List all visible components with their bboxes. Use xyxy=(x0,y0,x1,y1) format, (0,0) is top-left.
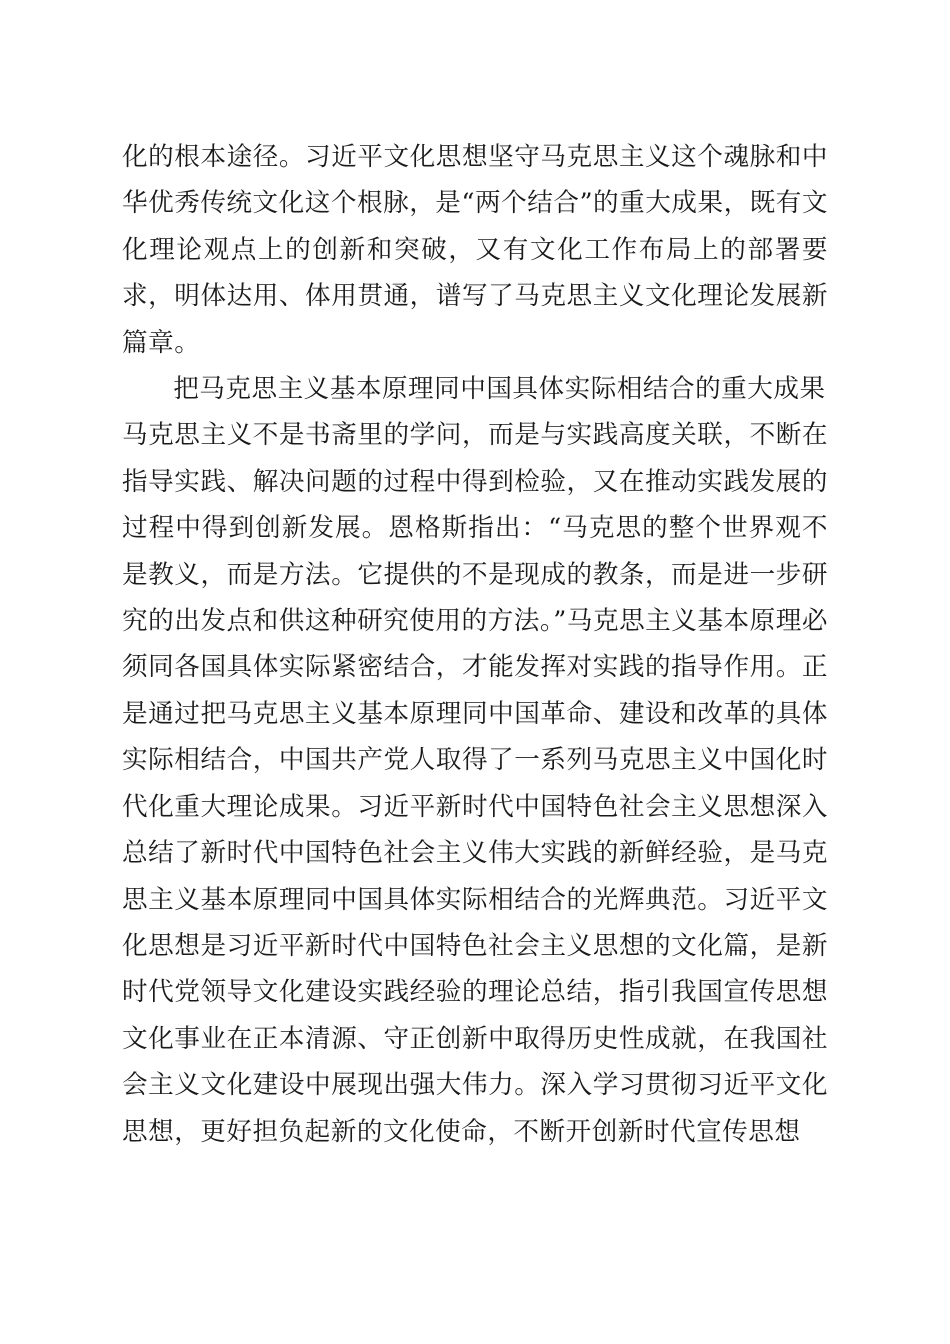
paragraph-continuation: 化的根本途径。习近平文化思想坚守马克思主义这个魂脉和中华优秀传统文化这个根脉，是“两个结合”的重大成果，既有文化理论观点上的创新和突破，又有文化工作布局上的部署要求，明体达用、体用贯通，谱写了马克思主义文化理论发展新篇章。 xyxy=(122,142,828,358)
document-body xyxy=(122,134,828,1155)
section-heading: 把马克思主义基本原理同中国具体实际相结合的重大成果 xyxy=(173,374,826,405)
body-paragraph: 马克思主义不是书斋里的学问，而是与实践高度关联，不断在指导实践、解决问题的过程中得到检验，又在推动实践发展的过程中得到创新发展。恩格斯指出：“马克思的整个世界观不是教义，而是方法。它提供的不是现成的教条，而是进一步研究的出发点和供这种研究使用的方法。”马克思主义基本原理必须同各国具体实际紧密结合，才能发挥对实践的指导作用。正是通过把马克思主义基本原理同中国革命、建设和改革的具体实际相结合，中国共产党人取得了一系列马克思主义中国化时代化重大理论成果。习近平新时代中国特色社会主义思想深入总结了新时代中国特色社会主义伟大实践的新鲜经验，是马克思主义基本原理同中国具体实际相结合的光辉典范。习近平文化思想是习近平新时代中国特色社会主义思想的文化篇，是新时代党领导文化建设实践经验的理论总结，指引我国宣传思想文化事业在正本清源、守正创新中取得历史性成就，在我国社会主义文化建设中展现出强大伟力。深入学习贯彻习近平文化思想，更好担负起新的文化使命，不断开创新时代宣传思想 xyxy=(122,420,828,1147)
